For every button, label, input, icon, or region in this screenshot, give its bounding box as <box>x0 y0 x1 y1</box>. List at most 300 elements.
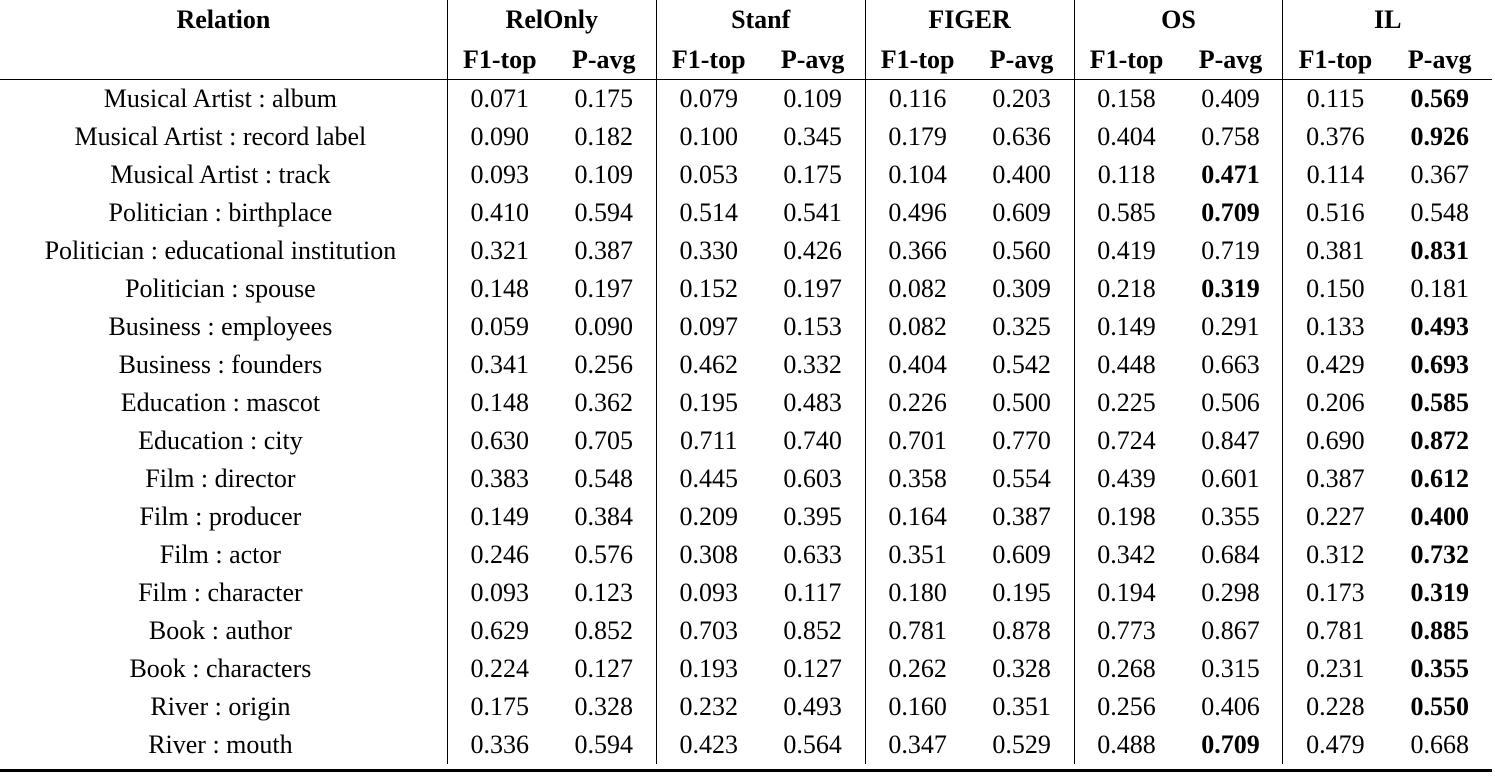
value-cell <box>1387 156 1492 194</box>
value: 0.690 <box>1306 426 1365 455</box>
value-cell <box>656 612 760 650</box>
value: 0.114 <box>1306 160 1365 189</box>
relation-cell: Film : actor <box>159 540 282 569</box>
relation-cell: Business : employees <box>108 312 333 341</box>
value: 0.594 <box>574 730 633 759</box>
value-cell <box>656 498 760 536</box>
table-row <box>0 194 1492 232</box>
value: 0.180 <box>888 578 947 607</box>
relation-header: Relation <box>176 5 271 34</box>
value-cell <box>761 498 865 536</box>
value-cell <box>1179 384 1283 422</box>
table-row <box>0 688 1492 726</box>
value-cell <box>656 574 760 612</box>
value: 0.150 <box>1306 274 1365 303</box>
value-cell <box>1074 156 1178 194</box>
relation-cell: Business : founders <box>118 350 323 379</box>
table-row <box>0 422 1492 460</box>
value-cell <box>552 80 656 119</box>
value-cell <box>656 232 760 270</box>
value-cell <box>1074 536 1178 574</box>
value-cell <box>656 80 760 119</box>
value: 0.636 <box>992 122 1051 151</box>
value-cell <box>761 346 865 384</box>
best-value: 0.493 <box>1410 312 1469 341</box>
value-cell <box>552 118 656 156</box>
value: 0.410 <box>470 198 530 227</box>
value-cell <box>865 726 969 764</box>
value: 0.182 <box>574 122 633 151</box>
value-cell <box>1283 498 1387 536</box>
best-value: 0.709 <box>1201 198 1260 227</box>
value-cell <box>447 650 551 688</box>
value-cell <box>552 384 656 422</box>
value-cell <box>1387 308 1492 346</box>
value: 0.053 <box>679 160 738 189</box>
value-cell <box>761 460 865 498</box>
value: 0.387 <box>1306 464 1365 493</box>
value: 0.231 <box>1306 654 1365 683</box>
value: 0.506 <box>1201 388 1260 417</box>
table-row <box>0 270 1492 308</box>
value: 0.554 <box>992 464 1051 493</box>
value: 0.362 <box>574 388 633 417</box>
value: 0.684 <box>1201 540 1260 569</box>
value-cell <box>865 118 969 156</box>
value-cell <box>1283 270 1387 308</box>
value: 0.209 <box>679 502 738 531</box>
value: 0.345 <box>783 122 842 151</box>
value-cell <box>865 688 969 726</box>
best-value: 0.612 <box>1410 464 1469 493</box>
value: 0.358 <box>888 464 947 493</box>
table-row <box>0 346 1492 384</box>
value-cell <box>1179 536 1283 574</box>
value-cell <box>447 118 551 156</box>
value: 0.325 <box>992 312 1051 341</box>
value-cell <box>1074 384 1178 422</box>
value: 0.153 <box>783 312 842 341</box>
value-cell <box>552 612 656 650</box>
table-row <box>0 308 1492 346</box>
value: 0.500 <box>992 388 1051 417</box>
value-cell <box>552 536 656 574</box>
value-cell <box>1283 574 1387 612</box>
value: 0.548 <box>1410 198 1469 227</box>
value: 0.308 <box>679 540 738 569</box>
value: 0.315 <box>1201 654 1260 683</box>
value: 0.194 <box>1097 578 1156 607</box>
value-cell <box>1074 422 1178 460</box>
value: 0.560 <box>992 236 1051 265</box>
value-cell <box>761 156 865 194</box>
value: 0.585 <box>1097 198 1156 227</box>
value-cell <box>1387 270 1492 308</box>
value: 0.479 <box>1306 730 1365 759</box>
value: 0.149 <box>1097 312 1156 341</box>
value: 0.093 <box>470 578 530 607</box>
value: 0.542 <box>992 350 1051 379</box>
value: 0.439 <box>1097 464 1156 493</box>
value: 0.328 <box>992 654 1051 683</box>
value: 0.228 <box>1306 692 1365 721</box>
value: 0.312 <box>1306 540 1365 569</box>
best-value: 0.550 <box>1410 692 1469 721</box>
value: 0.719 <box>1201 236 1260 265</box>
value-cell <box>970 650 1074 688</box>
value: 0.079 <box>679 84 738 113</box>
value-cell <box>447 80 551 119</box>
value-cell <box>1283 650 1387 688</box>
value: 0.093 <box>470 160 530 189</box>
value: 0.100 <box>679 122 738 151</box>
value: 0.594 <box>574 198 633 227</box>
value: 0.564 <box>783 730 842 759</box>
value-cell <box>656 460 760 498</box>
value-cell <box>865 194 969 232</box>
value-cell <box>1283 194 1387 232</box>
relation-cell: Education : city <box>138 426 303 455</box>
table-body <box>0 80 1492 765</box>
value: 0.852 <box>783 616 842 645</box>
value-cell <box>656 536 760 574</box>
value-cell <box>1387 726 1492 764</box>
value-cell <box>970 80 1074 119</box>
value-cell <box>970 460 1074 498</box>
value-cell <box>656 156 760 194</box>
value: 0.852 <box>574 616 633 645</box>
value-cell <box>447 612 551 650</box>
value: 0.867 <box>1201 616 1260 645</box>
value-cell <box>1387 612 1492 650</box>
best-value: 0.585 <box>1410 388 1469 417</box>
table-row <box>0 574 1492 612</box>
value-cell <box>1074 80 1178 119</box>
value: 0.773 <box>1097 616 1156 645</box>
value-cell <box>656 194 760 232</box>
subcolumn-header-f1-top: F1-top <box>1283 40 1387 80</box>
value: 0.118 <box>1097 160 1156 189</box>
value-cell <box>447 536 551 574</box>
value: 0.514 <box>679 198 738 227</box>
subcolumn-header-p-avg: P-avg <box>1179 40 1283 80</box>
value: 0.198 <box>1097 502 1156 531</box>
value: 0.148 <box>470 388 530 417</box>
value: 0.181 <box>1410 274 1469 303</box>
value: 0.629 <box>470 616 530 645</box>
table-row <box>0 80 1492 119</box>
value-cell <box>865 80 969 119</box>
value-cell <box>970 498 1074 536</box>
value: 0.158 <box>1097 84 1156 113</box>
value-cell <box>1179 650 1283 688</box>
value: 0.330 <box>679 236 738 265</box>
table-row <box>0 536 1492 574</box>
value: 0.395 <box>783 502 842 531</box>
subcolumn-header-p-avg: P-avg <box>552 40 656 80</box>
value-cell <box>1179 726 1283 764</box>
value: 0.603 <box>783 464 842 493</box>
value-cell <box>761 612 865 650</box>
value: 0.400 <box>992 160 1051 189</box>
value-cell <box>447 498 551 536</box>
value: 0.448 <box>1097 350 1156 379</box>
value: 0.496 <box>888 198 947 227</box>
value-cell <box>447 232 551 270</box>
best-value: 0.872 <box>1410 426 1469 455</box>
table-row <box>0 118 1492 156</box>
value: 0.347 <box>888 730 947 759</box>
value-cell <box>1283 80 1387 119</box>
value-cell <box>1283 688 1387 726</box>
value-cell <box>1074 612 1178 650</box>
value-cell <box>656 688 760 726</box>
value-cell <box>970 194 1074 232</box>
value: 0.093 <box>679 578 738 607</box>
value: 0.341 <box>470 350 530 379</box>
value: 0.488 <box>1097 730 1156 759</box>
value-cell <box>1387 498 1492 536</box>
value: 0.724 <box>1097 426 1156 455</box>
subcolumn-header-p-avg: P-avg <box>970 40 1074 80</box>
value-cell <box>970 232 1074 270</box>
value-cell <box>552 346 656 384</box>
value-cell <box>761 688 865 726</box>
value-cell <box>1387 650 1492 688</box>
relation-cell: Book : author <box>148 616 292 645</box>
table-row <box>0 650 1492 688</box>
value-cell <box>761 536 865 574</box>
value-cell <box>1074 688 1178 726</box>
value-cell <box>970 346 1074 384</box>
relation-cell: Film : character <box>138 578 303 607</box>
value-cell <box>1387 232 1492 270</box>
relation-cell: Film : producer <box>139 502 302 531</box>
value: 0.328 <box>574 692 633 721</box>
value: 0.740 <box>783 426 842 455</box>
value: 0.332 <box>783 350 842 379</box>
group-header-stanf: Stanf <box>656 0 865 40</box>
value-cell <box>1283 726 1387 764</box>
value-cell <box>865 384 969 422</box>
value: 0.705 <box>574 426 633 455</box>
value: 0.246 <box>470 540 530 569</box>
value-cell <box>447 460 551 498</box>
value: 0.117 <box>783 578 842 607</box>
value-cell <box>552 232 656 270</box>
value-cell <box>1283 384 1387 422</box>
value-cell <box>1387 536 1492 574</box>
value-cell <box>970 536 1074 574</box>
value-cell <box>1074 574 1178 612</box>
value-cell <box>1283 422 1387 460</box>
value: 0.493 <box>783 692 842 721</box>
value: 0.711 <box>679 426 738 455</box>
value-cell <box>761 574 865 612</box>
value-cell <box>1387 346 1492 384</box>
relation-cell: Musical Artist : track <box>110 160 331 189</box>
value-cell <box>761 194 865 232</box>
value: 0.429 <box>1306 350 1365 379</box>
value-cell <box>1179 498 1283 536</box>
value-cell <box>970 726 1074 764</box>
value-cell <box>1387 194 1492 232</box>
value-cell <box>761 308 865 346</box>
value-cell <box>1179 270 1283 308</box>
value-cell <box>656 384 760 422</box>
value: 0.175 <box>783 160 842 189</box>
value: 0.109 <box>783 84 842 113</box>
value-cell <box>970 118 1074 156</box>
value: 0.409 <box>1201 84 1260 113</box>
best-value: 0.319 <box>1410 578 1469 607</box>
value-cell <box>1179 574 1283 612</box>
table-row <box>0 384 1492 422</box>
value-cell <box>1179 194 1283 232</box>
value: 0.548 <box>574 464 633 493</box>
value-cell <box>1387 80 1492 119</box>
value: 0.127 <box>783 654 842 683</box>
value: 0.668 <box>1410 730 1469 759</box>
value-cell <box>865 308 969 346</box>
value: 0.376 <box>1306 122 1365 151</box>
value: 0.149 <box>470 502 530 531</box>
value-cell <box>865 612 969 650</box>
value: 0.351 <box>888 540 947 569</box>
value: 0.770 <box>992 426 1051 455</box>
best-value: 0.926 <box>1410 122 1469 151</box>
value: 0.256 <box>574 350 633 379</box>
value: 0.152 <box>679 274 738 303</box>
value: 0.232 <box>679 692 738 721</box>
value-cell <box>656 650 760 688</box>
value-cell <box>656 270 760 308</box>
value-cell <box>761 118 865 156</box>
value-cell <box>970 422 1074 460</box>
value-cell <box>552 650 656 688</box>
value-cell <box>761 232 865 270</box>
group-header-os: OS <box>1074 0 1283 40</box>
value-cell <box>865 574 969 612</box>
value-cell <box>447 270 551 308</box>
value: 0.419 <box>1097 236 1156 265</box>
value-cell <box>1074 118 1178 156</box>
value-cell <box>552 574 656 612</box>
relation-cell: River : origin <box>150 692 291 721</box>
value: 0.878 <box>992 616 1051 645</box>
subcolumn-header-f1-top: F1-top <box>1074 40 1178 80</box>
relation-subheader-blank <box>0 40 447 80</box>
value: 0.383 <box>470 464 530 493</box>
value-cell <box>1283 308 1387 346</box>
value: 0.309 <box>992 274 1051 303</box>
relation-cell: Book : characters <box>129 654 312 683</box>
value-cell <box>1074 232 1178 270</box>
value-cell <box>447 726 551 764</box>
value: 0.387 <box>992 502 1051 531</box>
value: 0.781 <box>888 616 947 645</box>
group-header-il: IL <box>1283 0 1492 40</box>
value-cell <box>1074 650 1178 688</box>
value: 0.090 <box>574 312 633 341</box>
value-cell <box>1283 156 1387 194</box>
value-cell <box>1387 384 1492 422</box>
value-cell <box>1179 80 1283 119</box>
relation-cell: Politician : spouse <box>125 274 316 303</box>
value: 0.406 <box>1201 692 1260 721</box>
value: 0.090 <box>470 122 530 151</box>
value: 0.367 <box>1410 160 1469 189</box>
value-cell <box>552 270 656 308</box>
value: 0.226 <box>888 388 947 417</box>
value-cell <box>552 156 656 194</box>
table-row <box>0 726 1492 764</box>
table-row <box>0 498 1492 536</box>
value: 0.160 <box>888 692 947 721</box>
value: 0.529 <box>992 730 1051 759</box>
value-cell <box>761 650 865 688</box>
value-cell <box>1179 156 1283 194</box>
value: 0.663 <box>1201 350 1260 379</box>
relation-cell: Education : mascot <box>120 388 321 417</box>
value: 0.630 <box>470 426 530 455</box>
value: 0.104 <box>888 160 947 189</box>
value: 0.291 <box>1201 312 1260 341</box>
value: 0.387 <box>574 236 633 265</box>
best-value: 0.885 <box>1410 616 1469 645</box>
value: 0.206 <box>1306 388 1365 417</box>
value: 0.193 <box>679 654 738 683</box>
value-cell <box>865 346 969 384</box>
value-cell <box>1179 460 1283 498</box>
value-cell <box>1387 688 1492 726</box>
value: 0.197 <box>574 274 633 303</box>
value-cell <box>1283 232 1387 270</box>
value-cell <box>552 422 656 460</box>
value-cell <box>1179 118 1283 156</box>
best-value: 0.569 <box>1410 84 1469 113</box>
value-cell <box>761 726 865 764</box>
value: 0.256 <box>1097 692 1156 721</box>
value-cell <box>447 156 551 194</box>
value: 0.462 <box>679 350 738 379</box>
value: 0.225 <box>1097 388 1156 417</box>
value-cell <box>865 232 969 270</box>
value-cell <box>447 346 551 384</box>
value-cell <box>970 612 1074 650</box>
value: 0.227 <box>1306 502 1365 531</box>
value-cell <box>865 270 969 308</box>
value-cell <box>552 194 656 232</box>
best-value: 0.355 <box>1410 654 1469 683</box>
subcolumn-header-f1-top: F1-top <box>656 40 760 80</box>
value: 0.576 <box>574 540 633 569</box>
value: 0.384 <box>574 502 633 531</box>
value-cell <box>552 688 656 726</box>
value-cell <box>447 574 551 612</box>
value: 0.059 <box>470 312 530 341</box>
table-row <box>0 232 1492 270</box>
value: 0.071 <box>470 84 530 113</box>
value: 0.268 <box>1097 654 1156 683</box>
value-cell <box>656 726 760 764</box>
group-header-relonly: RelOnly <box>447 0 656 40</box>
value-cell <box>865 536 969 574</box>
value: 0.758 <box>1201 122 1260 151</box>
value-cell <box>1074 498 1178 536</box>
value: 0.483 <box>783 388 842 417</box>
value-cell <box>1074 460 1178 498</box>
